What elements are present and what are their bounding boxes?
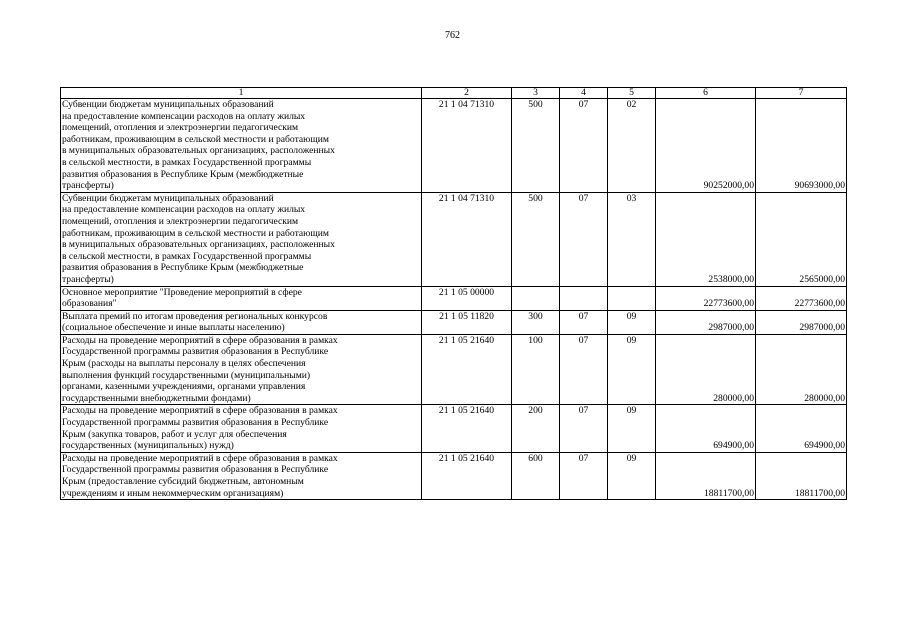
row-col5: 09 [608, 334, 656, 405]
column-header: 2 [422, 88, 512, 99]
row-col5 [608, 286, 656, 310]
budget-table [60, 87, 847, 500]
table-row [61, 452, 847, 499]
row-code: 21 1 04 71310 [422, 99, 512, 193]
row-col4: 07 [560, 99, 608, 193]
table-row [61, 334, 847, 405]
row-col4: 07 [560, 405, 608, 452]
row-col3: 600 [512, 452, 560, 499]
row-amount-col7: 2565000,00 [756, 192, 847, 286]
row-col4: 07 [560, 452, 608, 499]
row-amount-col6: 90252000,00 [656, 99, 756, 193]
row-col4: 07 [560, 310, 608, 334]
row-amount-col6: 694900,00 [656, 405, 756, 452]
row-code: 21 1 05 21640 [422, 452, 512, 499]
page-number: 762 [445, 30, 460, 41]
row-amount-col6: 2538000,00 [656, 192, 756, 286]
row-amount-col7: 2987000,00 [756, 310, 847, 334]
row-amount-col6: 2987000,00 [656, 310, 756, 334]
row-description: Расходы на проведение мероприятий в сфере образования в рамках Государственной программы развития образования в Республике Крым (предоставление субсидий бюджетным, автономным учреждениям и иным некоммерческим организациям) [61, 452, 422, 499]
row-description: Расходы на проведение мероприятий в сфере образования в рамках Государственной программы развития образования в Республике Крым (закупка товаров, работ и услуг для обеспечения государственных (муниципальных) нужд) [61, 405, 422, 452]
row-description: Основное мероприятие "Проведение мероприятий в сфере образования" [61, 286, 422, 310]
table-row [61, 99, 847, 193]
column-header: 7 [756, 88, 847, 99]
row-col3: 500 [512, 192, 560, 286]
row-code: 21 1 05 11820 [422, 310, 512, 334]
row-amount-col7: 90693000,00 [756, 99, 847, 193]
row-col3: 300 [512, 310, 560, 334]
row-col3: 500 [512, 99, 560, 193]
row-col5: 03 [608, 192, 656, 286]
column-header: 5 [608, 88, 656, 99]
column-header: 6 [656, 88, 756, 99]
row-amount-col6: 22773600,00 [656, 286, 756, 310]
column-header: 1 [61, 88, 422, 99]
row-code: 21 1 05 00000 [422, 286, 512, 310]
row-description: Выплата премий по итогам проведения региональных конкурсов (социальное обеспечение и иные выплаты населению) [61, 310, 422, 334]
row-amount-col6: 280000,00 [656, 334, 756, 405]
row-col5: 09 [608, 452, 656, 499]
row-amount-col7: 22773600,00 [756, 286, 847, 310]
table-row [61, 310, 847, 334]
row-code: 21 1 05 21640 [422, 405, 512, 452]
column-header: 3 [512, 88, 560, 99]
row-col3: 200 [512, 405, 560, 452]
row-code: 21 1 04 71310 [422, 192, 512, 286]
column-header: 4 [560, 88, 608, 99]
header-row [61, 88, 847, 99]
row-col5: 09 [608, 310, 656, 334]
row-amount-col6: 18811700,00 [656, 452, 756, 499]
row-col5: 09 [608, 405, 656, 452]
row-col4: 07 [560, 334, 608, 405]
row-description: Расходы на проведение мероприятий в сфере образования в рамках Государственной программы развития образования в Республике Крым (расходы на выплаты персоналу в целях обеспечения выполнения функций государственными (муниципальными) органами, казенными учреждениями, органами управления государственными внебюджетными фондами) [61, 334, 422, 405]
row-col4 [560, 286, 608, 310]
table-row [61, 405, 847, 452]
row-amount-col7: 280000,00 [756, 334, 847, 405]
row-code: 21 1 05 21640 [422, 334, 512, 405]
table-row [61, 286, 847, 310]
row-description: Субвенции бюджетам муниципальных образований на предоставление компенсации расходов на оплату жилых помещений, отопления и электроэнергии педагогическим работникам, проживающим в сельской местности и работающим в муниципальных образовательных организациях, расположенных в сельской местности, в рамках Государственной программы развития образования в Республике Крым (межбюджетные трансферты) [61, 99, 422, 193]
row-col3 [512, 286, 560, 310]
row-col3: 100 [512, 334, 560, 405]
row-col4: 07 [560, 192, 608, 286]
row-amount-col7: 694900,00 [756, 405, 847, 452]
row-description: Субвенции бюджетам муниципальных образований на предоставление компенсации расходов на оплату жилых помещений, отопления и электроэнергии педагогическим работникам, проживающим в сельской местности и работающим в муниципальных образовательных организациях, расположенных в сельской местности, в рамках Государственной программы развития образования в Республике Крым (межбюджетные трансферты) [61, 192, 422, 286]
row-amount-col7: 18811700,00 [756, 452, 847, 499]
row-col5: 02 [608, 99, 656, 193]
table-row [61, 192, 847, 286]
